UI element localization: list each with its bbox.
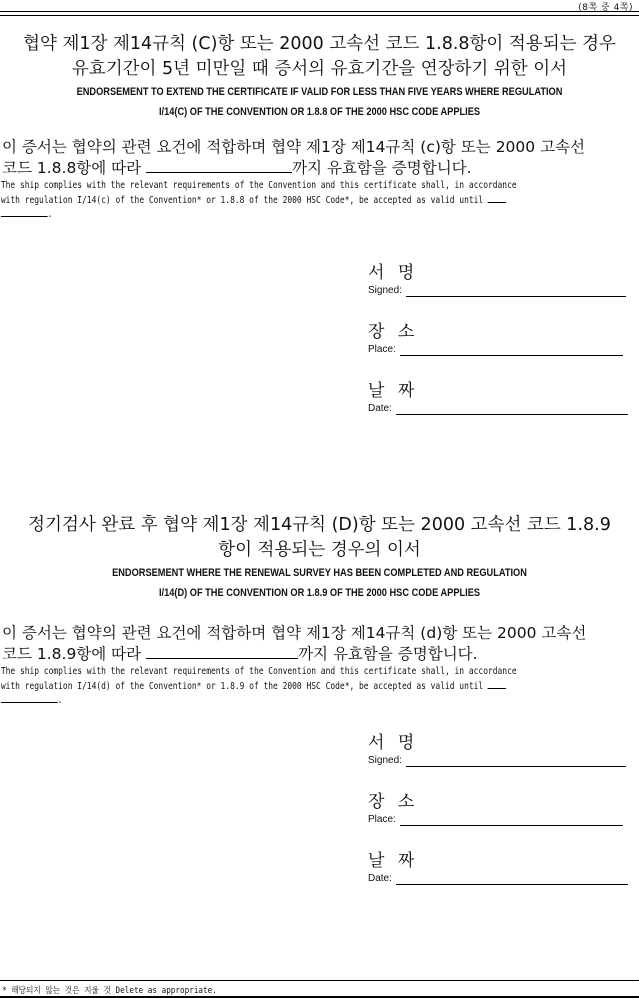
section-2-title-ko-line2: 항이 적용되는 경우의 이서 [218,540,421,560]
section-1-body-en-line2: with regulation I/14(c) of the Convention* or 1.8.8 of the 2000 HSC Code*, be accepted as valid until [0,194,484,206]
page-number: (8쪽 중 4쪽) [578,3,633,13]
section-1-body-ko-line2-b: 까지 유효함을 증명합니다. [292,159,472,177]
section-1-signed-field[interactable] [406,285,626,297]
section-2-date-en: Date: [368,873,392,884]
section-2-place-field[interactable] [400,814,623,826]
section-1-body-ko-line1: 이 증서는 협약의 관련 요건에 적합하며 협약 제1장 제14규칙 (c)항 또는 2000 고속선 [2,138,585,156]
section-2-body-ko-line2-b: 까지 유효함을 증명합니다. [298,645,478,663]
section-2-body-ko-line1: 이 증서는 협약의 관련 요건에 적합하며 협약 제1장 제14규칙 (d)항 또는 2000 고속선 [2,624,587,642]
section-2-place-en: Place: [368,814,396,825]
section-2-valid-until-ko-field[interactable] [146,658,298,659]
section-1-body-en-line1: The ship complies with the relevant requirements of the Convention and this certificate shall, in accordance [0,180,517,191]
section-1-body-ko-line2 [0,158,639,179]
section-2-body-en-line3: . [57,695,63,706]
bottom-rule [0,980,639,981]
section-1-valid-until-en-field-b[interactable] [1,216,48,217]
section-1-title-ko-line1: 협약 제1장 제14규칙 (C)항 또는 2000 고속선 코드 1.8.8항이 적용되는 경우 [23,34,616,54]
section-2-body [0,623,639,709]
section-2-title-ko-line1: 정기검사 완료 후 협약 제1장 제14규칙 (D)항 또는 2000 고속선 코드 1.8.9 [28,515,611,535]
section-2-body-ko-line2 [0,644,639,665]
section-1-date-ko: 날 짜 [368,381,419,401]
section-2-signed-field[interactable] [406,755,626,767]
section-1-body-en-line3: . [47,209,53,220]
section-1-place-en: Place: [368,344,396,355]
section-2-signed-ko: 서 명 [368,733,419,753]
endorsement-section-1 [0,32,639,122]
section-1-title-en-line2: I/14(C) OF THE CONVENTION OR 1.8.8 OF THE 2000 HSC CODE APPLIES [158,106,481,118]
section-1-valid-until-en-field-a[interactable] [488,202,506,203]
endorsement-section-2 [0,513,639,603]
section-2-body-en-line2: with regulation I/14(d) of the Convention* or 1.8.9 of the 2000 HSC Code*, be accepted as valid until [0,680,484,692]
section-2-body-en-line1: The ship complies with the relevant requirements of the Convention and this certificate shall, in accordance [0,666,517,677]
section-2-title-en-line1: ENDORSEMENT WHERE THE RENEWAL SURVEY HAS BEEN COMPLETED AND REGULATION [112,567,527,579]
section-1-place-block [368,321,623,356]
section-1-signed-ko: 서 명 [368,263,419,283]
section-1-date-en: Date: [368,403,392,414]
section-1-title-en-line1: ENDORSEMENT TO EXTEND THE CERTIFICATE IF VALID FOR LESS THAN FIVE YEARS WHERE REGULATION [76,86,563,98]
section-2-date-field[interactable] [396,873,628,885]
section-1-valid-until-ko-field[interactable] [146,172,292,173]
section-1-body-en-line3-wrap [0,208,534,223]
section-1-body [0,137,639,223]
section-2-body-en-line3-wrap [0,694,534,709]
section-2-date-ko: 날 짜 [368,851,419,871]
section-1-place-field[interactable] [400,344,623,356]
section-1-date-block [368,380,628,415]
section-2-body-ko-line2-a: 코드 1.8.9항에 따라 [2,645,142,663]
top-rule [0,11,639,16]
section-2-place-ko: 장 소 [368,792,419,812]
section-1-date-field[interactable] [396,403,628,415]
section-2-body-en-line2-wrap [0,680,534,695]
section-2-signed-block [368,732,626,767]
section-1-signed-block [368,262,626,297]
section-2-date-block [368,850,628,885]
section-1-place-ko: 장 소 [368,322,419,342]
section-2-place-block [368,791,623,826]
footnote: * 해당되지 않는 것은 지울 것 Delete as appropriate. [2,986,217,996]
section-2-valid-until-en-field-b[interactable] [1,702,58,703]
section-1-body-ko-line2-a: 코드 1.8.8항에 따라 [2,159,142,177]
section-1-body-en-line2-wrap [0,194,534,209]
section-2-title-en-line2: I/14(D) OF THE CONVENTION OR 1.8.9 OF THE 2000 HSC CODE APPLIES [158,587,481,599]
section-1-signed-en: Signed: [368,285,402,296]
section-2-valid-until-en-field-a[interactable] [488,688,506,689]
section-1-title-ko-line2: 유효기간이 5년 미만일 때 증서의 유효기간을 연장하기 위한 이서 [71,59,568,79]
section-2-signed-en: Signed: [368,755,402,766]
